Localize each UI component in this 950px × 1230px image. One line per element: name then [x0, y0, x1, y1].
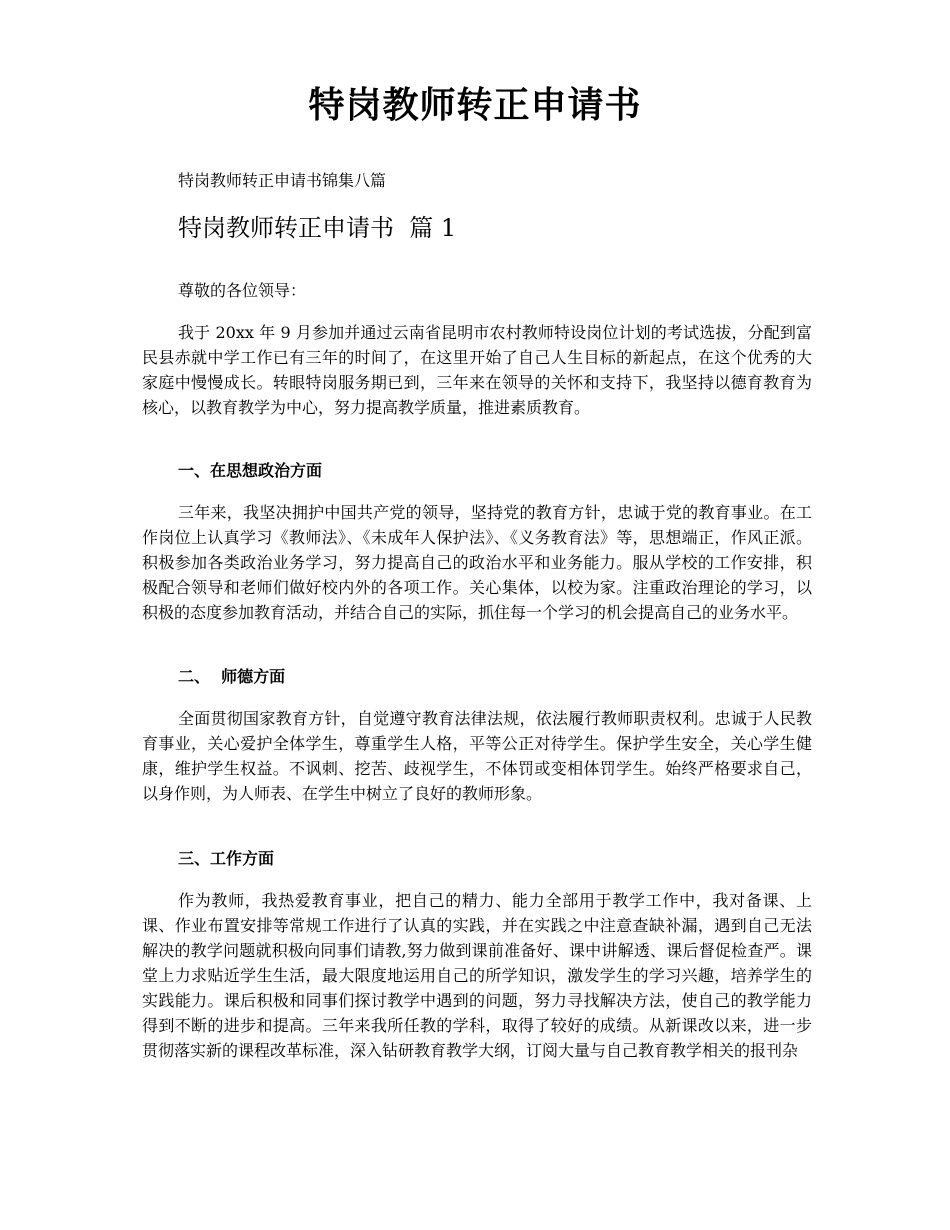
- greeting: 尊敬的各位领导：: [178, 281, 307, 300]
- heading-work: 三、工作方面: [178, 849, 275, 868]
- heading-ethics: 二、 师德方面: [178, 667, 286, 686]
- paragraph-intro: 我于 20xx 年 9 月参加并通过云南省昆明市农村教师特设岗位计划的考试选拔，分配到富民县赤就中学工作已有三年的时间了，在这里开始了自己人生目标的新起点，在这个优秀的大家庭中慢慢成长。转眼特岗服务期已到，三年来在领导的关怀和支持下，我坚持以德育教育为核心，以教育教学为中心，努力提高教学质量，推进素质教育。: [142, 323, 812, 417]
- heading-politics: 一、在思想政治方面: [178, 461, 323, 480]
- section-heading: 特岗教师转正申请书 篇 1: [178, 214, 457, 242]
- document-subtitle: 特岗教师转正申请书锦集八篇: [178, 171, 387, 190]
- paragraph-ethics: 全面贯彻国家教育方针，自觉遵守教育法律法规，依法履行教师职责权利。忠诚于人民教育事业，关心爱护全体学生，尊重学生人格，平等公正对待学生。保护学生安全，关心学生健康，维护学生权益。不讽刺、挖苦、歧视学生，不体罚或变相体罚学生。始终严格要求自己，以身作则，为人师表、在学生中树立了良好的教师形象。: [142, 709, 812, 803]
- document-title: 特岗教师转正申请书: [308, 84, 642, 126]
- paragraph-politics: 三年来，我坚决拥护中国共产党的领导，坚持党的教育方针，忠诚于党的教育事业。在工作岗位上认真学习《教师法》、《未成年人保护法》、《义务教育法》等，思想端正，作风正派。积极参加各类政治业务学习，努力提高自己的政治水平和业务能力。服从学校的工作安排，积极配合领导和老师们做好校内外的各项工作。关心集体，以校为家。注重政治理论的学习，以积极的态度参加教育活动，并结合自己的实际，抓住每一个学习的机会提高自己的业务水平。: [142, 503, 812, 622]
- paragraph-work: 作为教师，我热爱教育事业，把自己的精力、能力全部用于教学工作中，我对备课、上课、作业布置安排等常规工作进行了认真的实践，并在实践之中注意查缺补漏，遇到自己无法解决的教学问题就积极向同事们请教,努力做到课前准备好、课中讲解透、课后督促检查严。课堂上力求贴近学生生活，最大限度地运用自己的所学知识，激发学生的学习兴趣，培养学生的实践能力。课后积极和同事们探讨教学中遇到的问题，努力寻找解决方法，使自己的教学能力得到不断的进步和提高。三年来我所任教的学科，取得了较好的成绩。从新课改以来，进一步贯彻落实新的课程改革标准，深入钻研教育教学大纲，订阅大量与自己教育教学相关的报刊杂: [142, 891, 812, 1060]
